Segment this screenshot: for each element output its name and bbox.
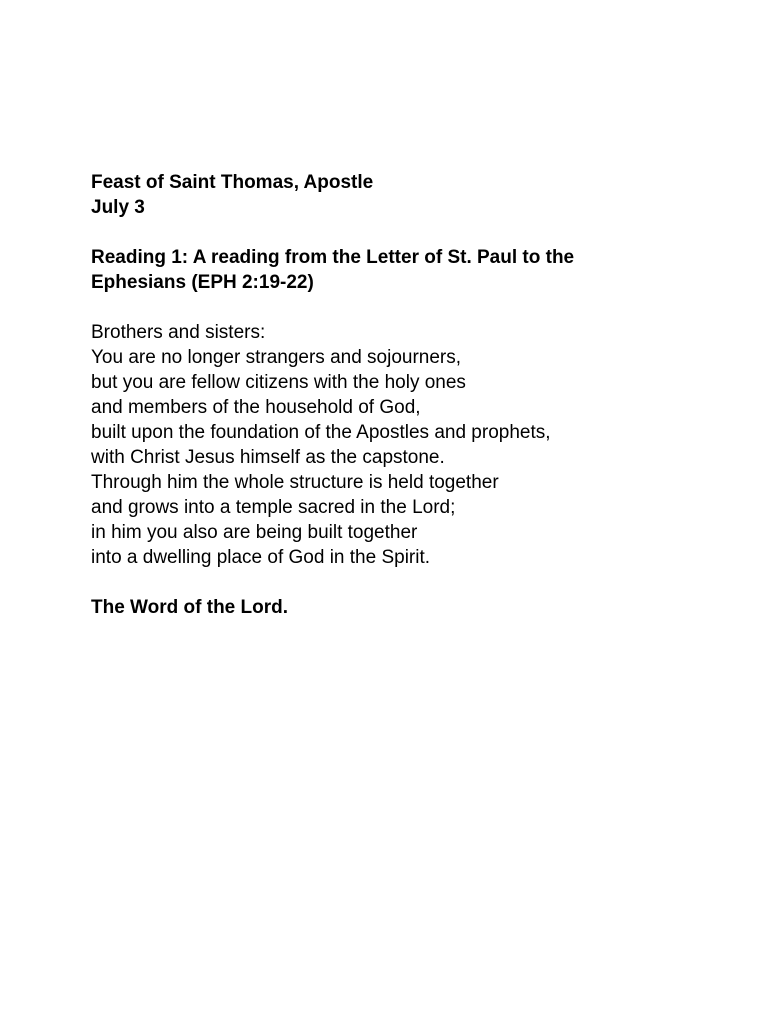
- closing-acclamation: The Word of the Lord.: [91, 597, 289, 618]
- reading-line: built upon the foundation of the Apostles and prophets,: [91, 422, 551, 443]
- reading-line: You are no longer strangers and sojourners,: [91, 347, 462, 368]
- feast-date: July 3: [91, 197, 145, 218]
- reading-line: in him you also are being built together: [91, 522, 418, 543]
- spacer: [91, 295, 731, 320]
- reading-line: into a dwelling place of God in the Spirit.: [91, 547, 431, 568]
- reading-line: with Christ Jesus himself as the capstone.: [91, 447, 445, 468]
- reading-content: [91, 170, 731, 620]
- reading-line: and members of the household of God,: [91, 397, 421, 418]
- reading-line: Through him the whole structure is held together: [91, 472, 499, 493]
- reading-line: but you are fellow citizens with the holy ones: [91, 372, 466, 393]
- reading-heading-line-1: Reading 1: A reading from the Letter of St. Paul to the: [91, 247, 575, 268]
- reading-heading-line-2: Ephesians (EPH 2:19-22): [91, 272, 314, 293]
- feast-title: Feast of Saint Thomas, Apostle: [91, 172, 374, 193]
- reading-line: and grows into a temple sacred in the Lord;: [91, 497, 456, 518]
- reading-line: Brothers and sisters:: [91, 322, 266, 343]
- spacer: [91, 570, 731, 595]
- spacer: [91, 220, 731, 245]
